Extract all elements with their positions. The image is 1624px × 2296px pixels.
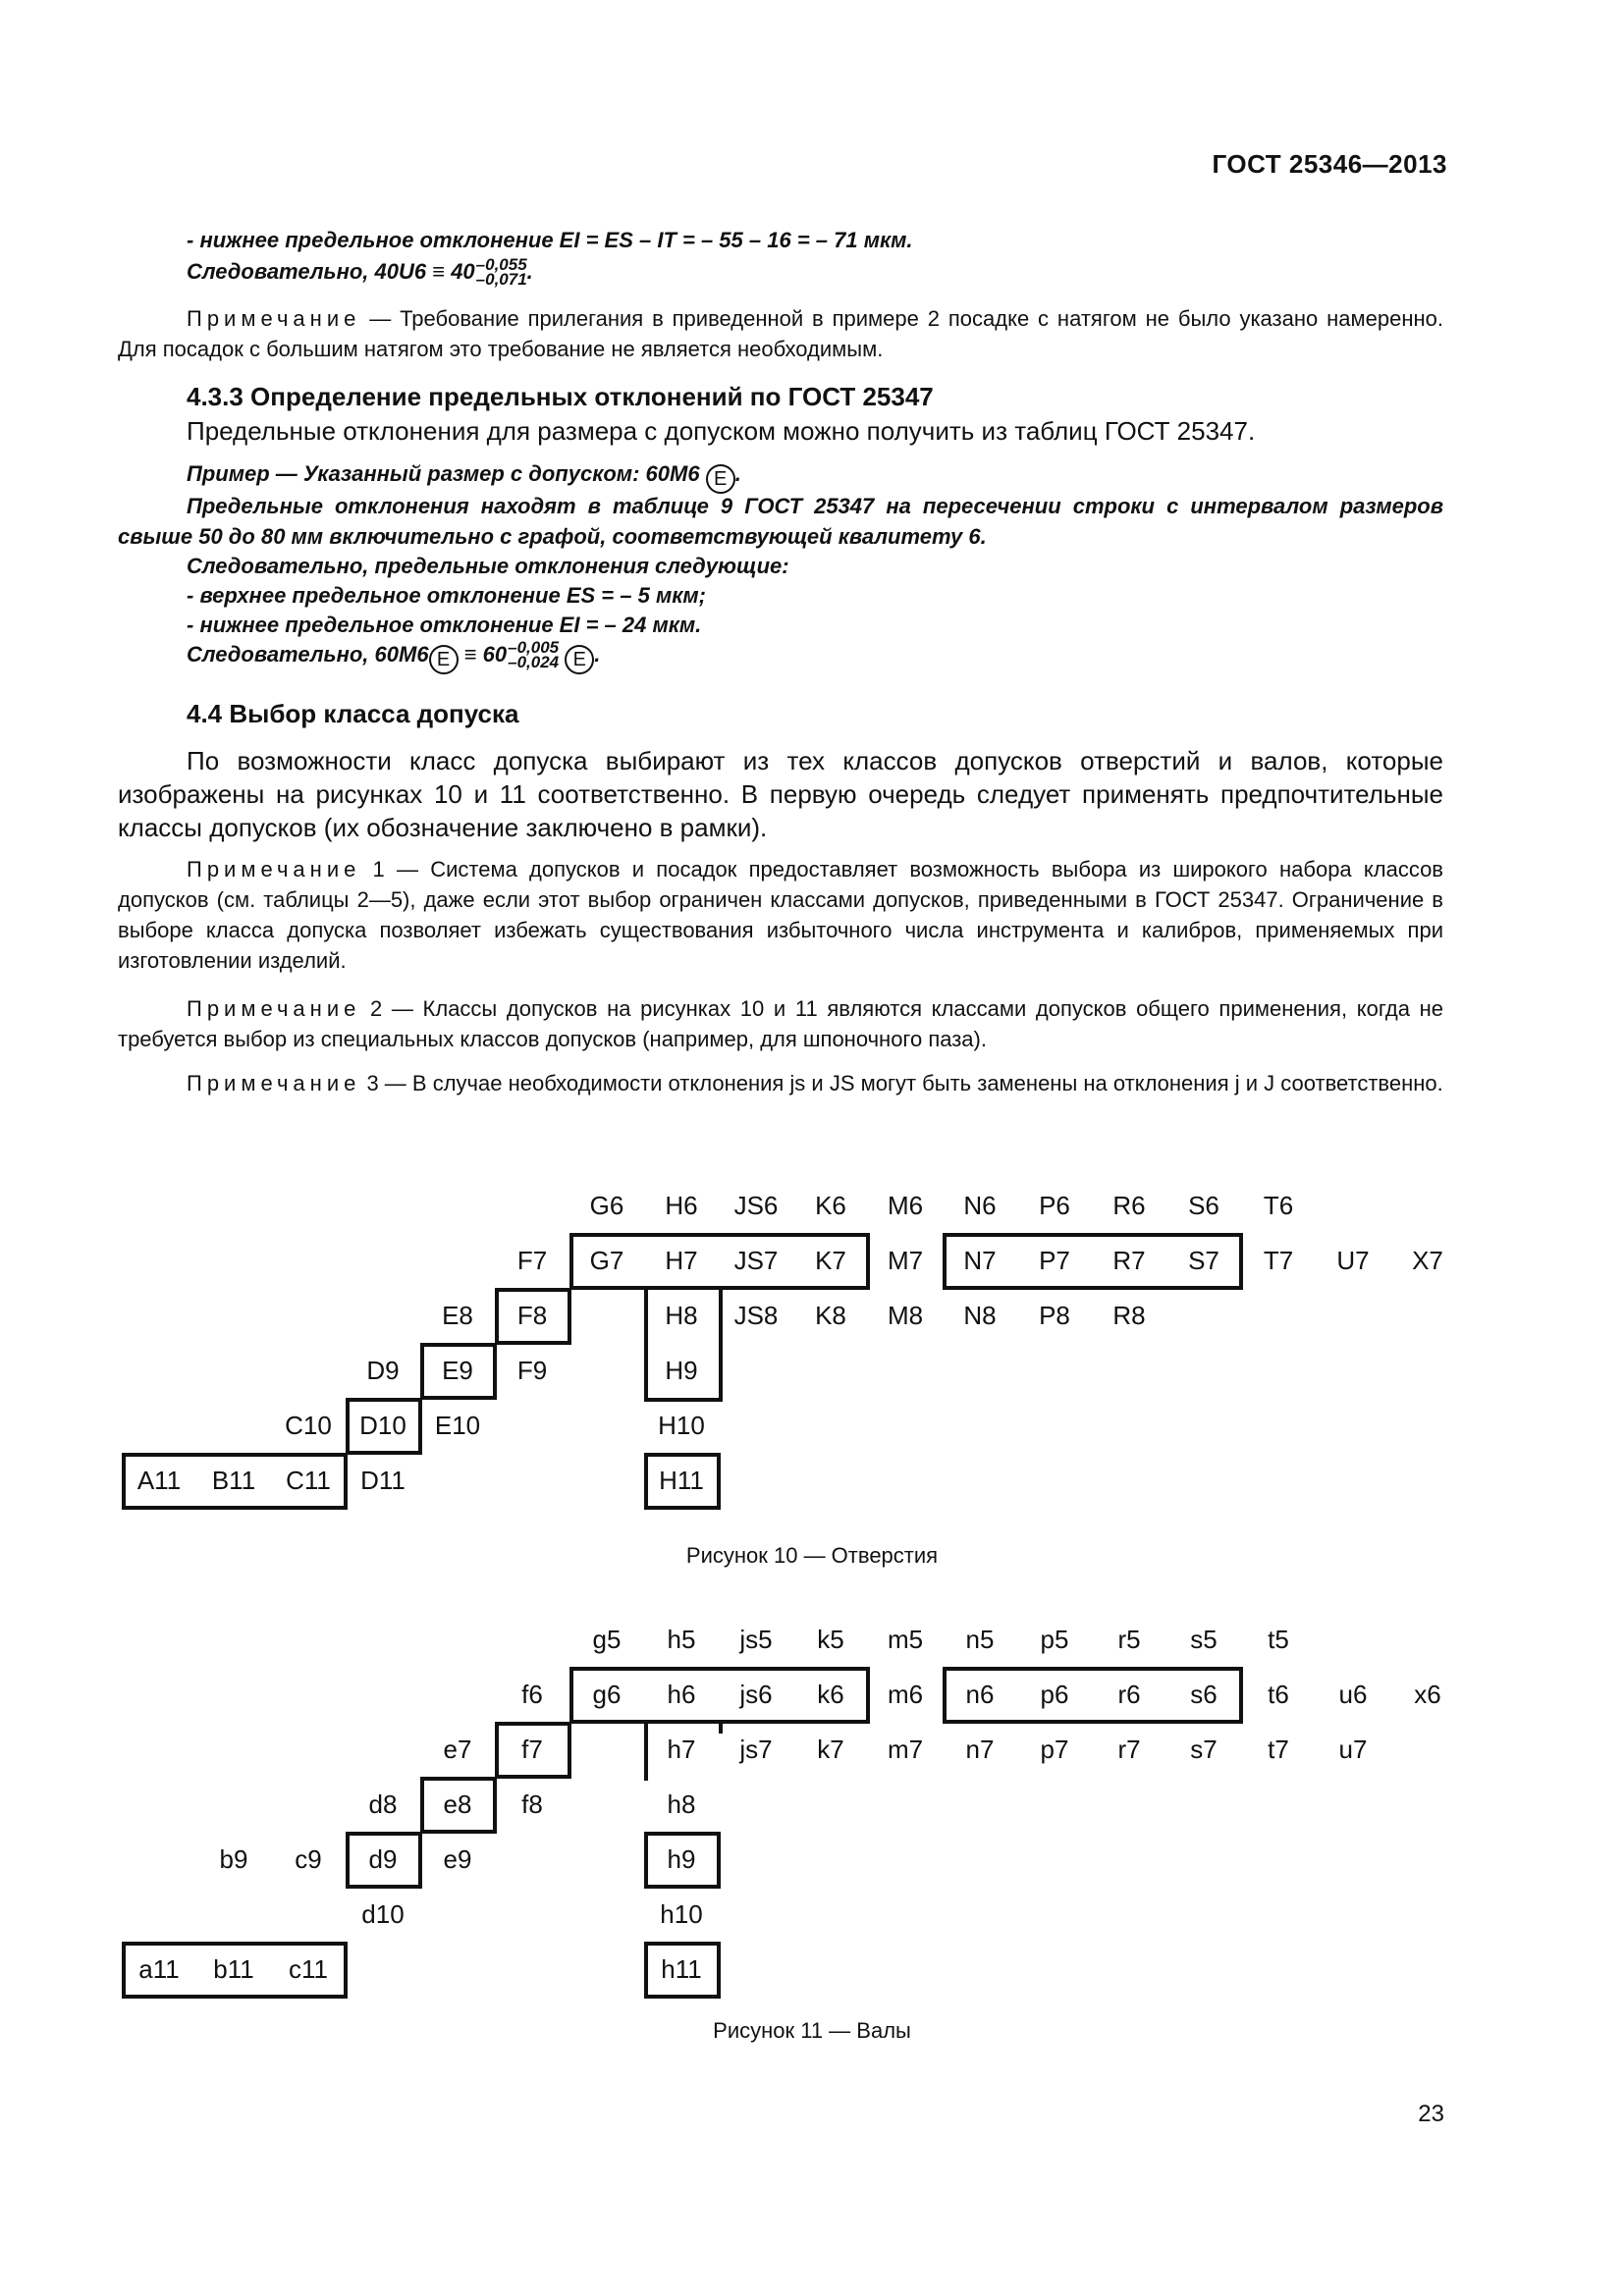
tol-upper: –0,005 xyxy=(508,638,560,657)
tolerance-class-cell: H11 xyxy=(659,1466,704,1495)
tolerance-class-cell: r5 xyxy=(1117,1625,1141,1654)
tolerance-class-cell: t6 xyxy=(1268,1680,1289,1709)
tolerance-class-cell: N6 xyxy=(963,1191,997,1220)
tolerance-class-cell: t7 xyxy=(1268,1735,1289,1764)
tolerance-class-cell: T6 xyxy=(1263,1191,1294,1220)
tolerance-class-cell: F9 xyxy=(516,1356,548,1385)
top-line-2 xyxy=(187,257,533,287)
note-2 xyxy=(118,993,1443,1054)
tolerance-class-cell: c9 xyxy=(295,1844,322,1874)
tolerance-class-cell: f7 xyxy=(521,1735,543,1764)
section-4-4-heading: 4.4 Выбор класса допуска xyxy=(187,699,519,728)
tol-upper: –0,055 xyxy=(475,255,527,274)
tolerance-class-cell: d9 xyxy=(368,1844,398,1874)
top-line-2-prefix: Следовательно, 40U6 ≡ 40 xyxy=(187,259,475,284)
tolerance-class-cell: M6 xyxy=(887,1191,924,1220)
tolerance-class-cell: R6 xyxy=(1112,1191,1146,1220)
example-line-1: Пример — Указанный размер с допуском: 60M6 E . xyxy=(187,461,741,494)
tolerance-class-cell: H10 xyxy=(658,1411,705,1440)
tolerance-class-cell: t5 xyxy=(1268,1625,1289,1654)
top-line-2-suffix: . xyxy=(526,259,533,284)
tolerance-class-cell: N7 xyxy=(963,1246,997,1275)
tolerance-class-cell: e8 xyxy=(443,1789,472,1819)
tolerance-class-cell: h11 xyxy=(661,1954,702,1984)
note-text: 1 — Система допусков и посадок предоставляет возможность выбора из широкого набора классов допусков (см. таблицы 2—5), даже если этот выбор ограничен классами допусков, приведенными в ГОСТ 25347. Ограничение в выборе класса допуска позволяет избежать существования избыточного числа инструмента и калибров, применяемых при изготовлении изделий. xyxy=(118,857,1443,973)
tolerance-class-cell: JS7 xyxy=(733,1246,779,1275)
page-number: 23 xyxy=(1418,2101,1444,2127)
example-line-4: - верхнее предельное отклонение ES = – 5 мкм; xyxy=(187,583,706,608)
tolerance-class-cell: P6 xyxy=(1039,1191,1070,1220)
tolerance-class-cell: m6 xyxy=(887,1680,924,1709)
tolerance-class-cell: h6 xyxy=(667,1680,696,1709)
note-label: Примечание xyxy=(187,1071,361,1095)
tolerance-class-cell: E8 xyxy=(442,1301,473,1330)
tolerance-class-cell: e9 xyxy=(443,1844,472,1874)
tolerance-class-cell: js5 xyxy=(739,1625,773,1654)
tolerance-class-cell: m5 xyxy=(887,1625,924,1654)
example-line-6-suffix: . xyxy=(594,642,601,667)
tolerance-class-cell: N8 xyxy=(963,1301,997,1330)
tol-lower: –0,071 xyxy=(475,270,527,289)
tolerance-class-cell: h8 xyxy=(667,1789,696,1819)
tolerance-class-cell: f6 xyxy=(521,1680,543,1709)
tolerance-class-cell: g6 xyxy=(592,1680,622,1709)
tolerance-class-cell: E10 xyxy=(434,1411,481,1440)
envelope-e-icon: E xyxy=(565,645,594,674)
tolerance-class-cell: g5 xyxy=(592,1625,622,1654)
tolerance-class-cell: P7 xyxy=(1039,1246,1070,1275)
figure-11-caption: Рисунок 11 — Валы xyxy=(713,2018,911,2043)
tolerance-class-cell: C10 xyxy=(285,1411,332,1440)
tolerance-class-cell: G6 xyxy=(589,1191,624,1220)
frame-line xyxy=(644,1722,648,1781)
tol-lower: –0,024 xyxy=(508,653,560,671)
tolerance-class-cell: u6 xyxy=(1338,1680,1368,1709)
note-text: — Требование прилегания в приведенной в примере 2 посадке с натягом не было указано намеренно. Для посадок с большим натягом это требование не является необходимым. xyxy=(118,306,1443,361)
tolerance-class-cell: p5 xyxy=(1040,1625,1069,1654)
tolerance-class-cell: U7 xyxy=(1336,1246,1370,1275)
example-line-5: - нижнее предельное отклонение EI = – 24 мкм. xyxy=(187,613,702,637)
tolerance-class-cell: h5 xyxy=(667,1625,696,1654)
tolerance-class-cell: F8 xyxy=(516,1301,548,1330)
tolerance-class-cell: x6 xyxy=(1414,1680,1441,1709)
note-label: Примечание xyxy=(187,857,361,881)
tolerance-class-cell: S6 xyxy=(1188,1191,1219,1220)
tolerance-class-cell: r7 xyxy=(1117,1735,1141,1764)
tolerance-class-cell: E9 xyxy=(442,1356,473,1385)
tolerance-class-cell: R8 xyxy=(1112,1301,1146,1330)
tolerance-class-cell: G7 xyxy=(589,1246,624,1275)
note-fit xyxy=(118,303,1443,364)
tolerance-class-cell: K7 xyxy=(815,1246,846,1275)
tolerance-class-cell: H7 xyxy=(665,1246,698,1275)
frame-line xyxy=(644,1398,723,1402)
note-text: 3 — В случае необходимости отклонения js и JS могут быть заменены на отклонения j и J соответственно. xyxy=(360,1071,1443,1095)
tolerance-class-cell: D10 xyxy=(359,1411,406,1440)
tolerance-class-cell: S7 xyxy=(1188,1246,1219,1275)
tolerance-class-cell: s7 xyxy=(1190,1735,1218,1764)
section-4-3-3-para: Предельные отклонения для размера с допуском можно получить из таблиц ГОСТ 25347. xyxy=(187,416,1256,446)
tolerance-class-cell: u7 xyxy=(1338,1735,1368,1764)
tolerance-class-cell: H6 xyxy=(665,1191,698,1220)
tolerance-class-cell: a11 xyxy=(138,1954,180,1984)
frame-line xyxy=(719,1722,723,1734)
tolerance-class-cell: X7 xyxy=(1412,1246,1443,1275)
tolerance-class-cell: d10 xyxy=(361,1899,405,1929)
tolerance-class-cell: b9 xyxy=(219,1844,248,1874)
tolerance-class-cell: H8 xyxy=(665,1301,698,1330)
tolerance-class-cell: h10 xyxy=(660,1899,703,1929)
tolerance-class-cell: js7 xyxy=(739,1735,773,1764)
envelope-e-icon: E xyxy=(706,464,735,494)
tolerance-class-cell: f8 xyxy=(521,1789,543,1819)
tolerance-class-cell: k5 xyxy=(817,1625,844,1654)
tolerance-class-cell: p7 xyxy=(1040,1735,1069,1764)
tolerance-class-cell: b11 xyxy=(213,1954,254,1984)
section-4-4-para: По возможности класс допуска выбирают из тех классов допусков отверстий и валов, которые изображены на рисунках 10 и 11 соответственно. В первую очередь следует применять предпочтительные классы допусков (их обозначение заключено в рамки). xyxy=(118,746,1443,842)
tolerance-class-cell: n7 xyxy=(965,1735,995,1764)
tolerance-class-cell: P8 xyxy=(1039,1301,1070,1330)
tolerance-class-cell: s6 xyxy=(1190,1680,1218,1709)
tolerance-class-cell: h7 xyxy=(667,1735,696,1764)
tolerance-class-cell: n5 xyxy=(965,1625,995,1654)
tolerance-class-cell: M7 xyxy=(887,1246,924,1275)
page-header: ГОСТ 25346—2013 xyxy=(1212,149,1447,179)
tolerance-class-cell: p6 xyxy=(1040,1680,1069,1709)
tolerance-class-cell: K8 xyxy=(815,1301,846,1330)
section-4-3-3-heading: 4.3.3 Определение предельных отклонений по ГОСТ 25347 xyxy=(187,382,934,411)
example-line-2: Предельные отклонения находят в таблице 9 ГОСТ 25347 на пересечении строки с интервалом размеров свыше 50 до 80 мм включительно с графой, соответствующей квалитету 6. xyxy=(118,494,1443,549)
example-line-6-prefix: Следовательно, 60M6 xyxy=(187,642,429,667)
tolerance-class-cell: js6 xyxy=(739,1680,773,1709)
frame-line xyxy=(719,1343,723,1402)
tolerance-class-cell: c11 xyxy=(289,1954,328,1984)
top-line-2-tolerance xyxy=(476,257,527,287)
note-text: 2 — Классы допусков на рисунках 10 и 11 являются классами допусков общего применения, когда не требуется выбор из специальных классов допусков (например, для шпоночного паза). xyxy=(118,996,1443,1051)
tolerance-class-cell: JS6 xyxy=(733,1191,779,1220)
tolerance-class-cell: h9 xyxy=(667,1844,696,1874)
tolerance-class-cell: B11 xyxy=(211,1466,256,1495)
tolerance-class-cell: d8 xyxy=(368,1789,398,1819)
note-label: Примечание xyxy=(187,306,361,331)
tolerance-class-cell: R7 xyxy=(1112,1246,1146,1275)
tolerance-class-cell: e7 xyxy=(443,1735,472,1764)
frame-line xyxy=(719,1288,723,1347)
top-line-1: - нижнее предельное отклонение EI = ES – IT = – 55 – 16 = – 71 мкм. xyxy=(187,228,913,252)
tolerance-class-cell: A11 xyxy=(136,1466,182,1495)
tolerance-class-cell: k6 xyxy=(817,1680,844,1709)
figure-10-caption: Рисунок 10 — Отверстия xyxy=(685,1543,939,1568)
example-line-3: Следовательно, предельные отклонения следующие: xyxy=(187,554,789,578)
tolerance-class-cell: D11 xyxy=(360,1466,406,1495)
tolerance-class-cell: D9 xyxy=(366,1356,400,1385)
example-line-6-mid: ≡ 60 xyxy=(458,642,508,667)
example-prefix: Пример — Указанный размер с допуском: 60M6 xyxy=(187,461,700,486)
note-3 xyxy=(118,1068,1443,1098)
tolerance-class-cell: F7 xyxy=(516,1246,548,1275)
example-line-6-tolerance xyxy=(508,640,559,669)
tolerance-class-cell: n6 xyxy=(965,1680,995,1709)
tolerance-class-cell: r6 xyxy=(1117,1680,1141,1709)
envelope-e-icon: E xyxy=(429,645,459,674)
tolerance-class-cell: H9 xyxy=(665,1356,698,1385)
tolerance-class-cell: K6 xyxy=(815,1191,846,1220)
tolerance-class-cell: m7 xyxy=(887,1735,924,1764)
tolerance-class-cell: C11 xyxy=(286,1466,331,1495)
frame-line xyxy=(644,1288,648,1402)
tolerance-class-cell: s5 xyxy=(1190,1625,1218,1654)
tolerance-class-cell: T7 xyxy=(1263,1246,1294,1275)
tolerance-class-cell: k7 xyxy=(817,1735,844,1764)
note-1 xyxy=(118,854,1443,976)
tolerance-class-cell: JS8 xyxy=(733,1301,779,1330)
example-line-6 xyxy=(187,640,600,674)
tolerance-class-cell: M8 xyxy=(887,1301,924,1330)
note-label: Примечание xyxy=(187,996,361,1021)
